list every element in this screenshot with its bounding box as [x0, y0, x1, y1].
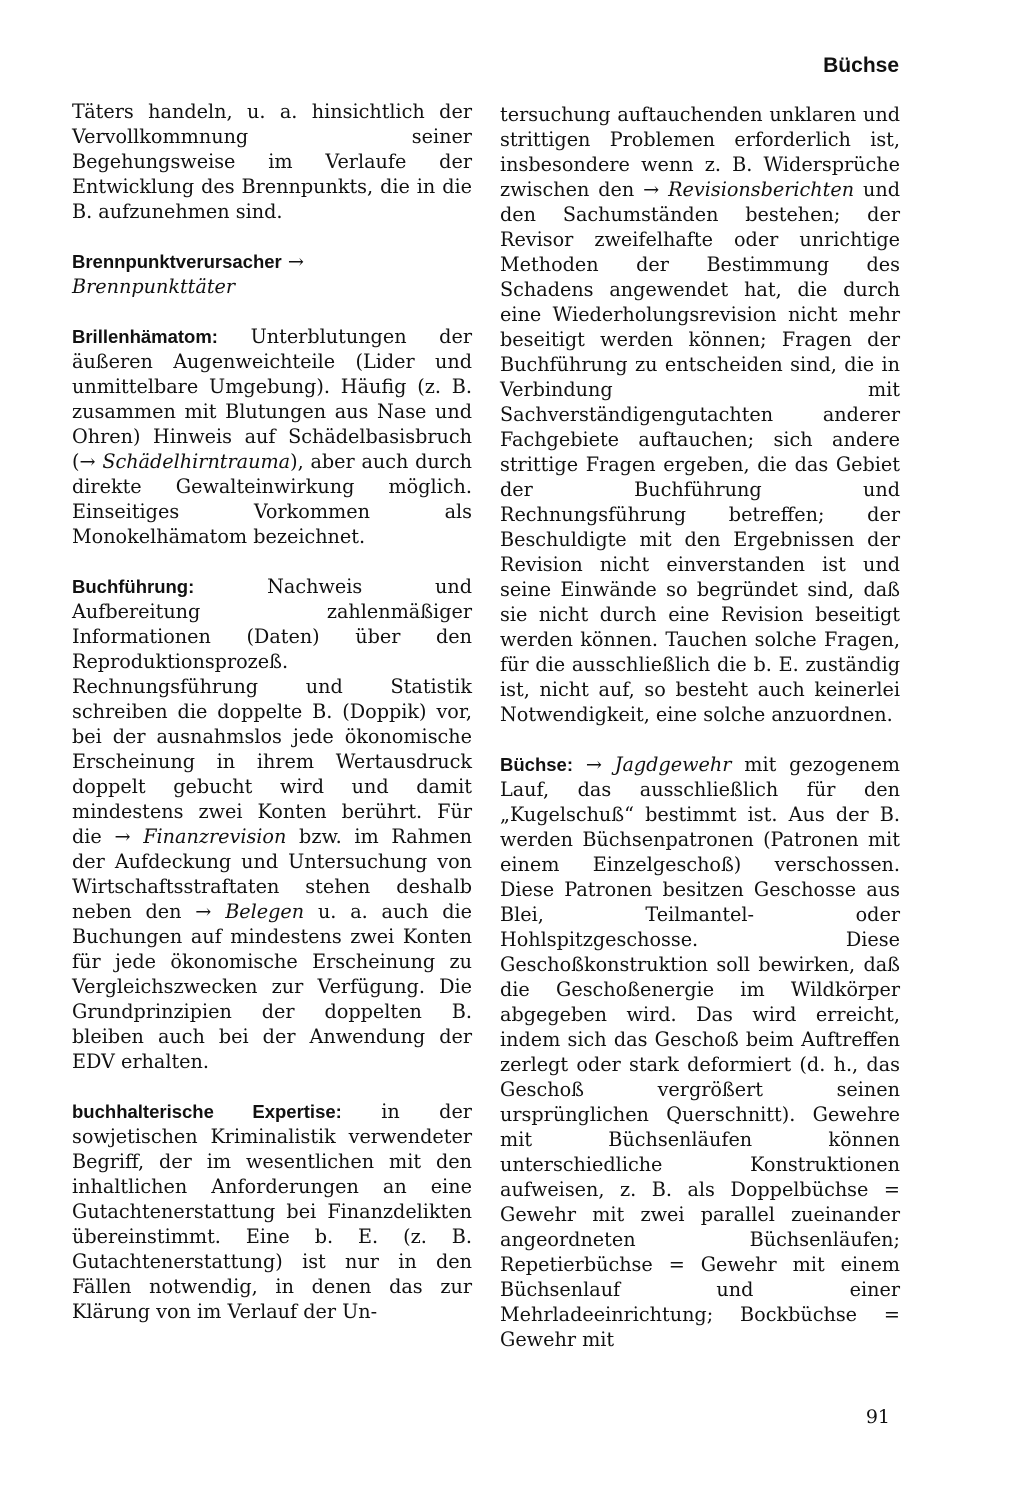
- entry-term: Büchse:: [500, 754, 573, 775]
- cross-reference: Revisionsberichten: [668, 178, 855, 201]
- entry-term: buchhalterische Expertise:: [72, 1101, 342, 1122]
- entry-term: Brennpunktverursacher: [72, 251, 282, 272]
- entry-term: Buchführung:: [72, 576, 195, 597]
- running-head: Büchse: [823, 54, 899, 77]
- entry-brennpunktverursacher: Brennpunktverursacher → Brennpunkttäter: [72, 250, 304, 298]
- entry-brillenhaematom: Brillenhämatom: Unterblutungen der äußeren Augenweichteile (Lider und unmittelbare Umgebung). Häufig (z. B. zusammen mit Blutungen aus Nase und Ohren) Hinweis auf Schädelbasisbruch (→ Schädelhirntrauma), aber auch durch direkte Gewalteinwirkung möglich. Einseitiges Vorkommen als Monokelhämatom bezeichnet.: [72, 325, 472, 548]
- paragraph-continuation: tersuchung auftauchenden unklaren und strittigen Problemen erforderlich ist, insbesondere wenn z. B. Widersprüche zwischen den → Revisionsberichten und den Sachumständen bestehen; der Revisor zweifelhafte oder unrichtige Methoden der Bestimmung des Schadens angewendet hat, die durch eine Wiederholungsrevision nicht mehr beseitigt werden können; Fragen der Buchführung zu entscheiden sind, die in Verbindung mit Sachverständigengutachten anderer Fachgebiete auftauchen; sich andere strittige Fragen ergeben, die das Gebiet der Buchführung und Rechnungsführung betreffen; der Beschuldigte mit den Ergebnissen der Revision nicht einverstanden ist und seine Einwände so begründet sind, daß sie nicht durch eine Revision beseitigt werden können. Tauchen solche Fragen, für die ausschließlich die b. E. zuständig ist, nicht auf, so besteht auch keinerlei Notwendigkeit, eine solche anzuordnen.: [500, 103, 900, 726]
- left-column: [72, 99, 472, 1349]
- entry-buchfuehrung: Buchführung: Nachweis und Aufbereitung zahlenmäßiger Informationen (Daten) über den Reproduktionsprozeß. Rechnungsführung und Statistik schreiben die doppelte B. (Doppik) vor, bei der ausnahmslos jede ökonomische Erscheinung in ihrem Wertausdruck doppelt gebucht wird und damit mindestens zwei Konten berührt. Für die → Finanzrevision bzw. im Rahmen der Aufdeckung und Untersuchung von Wirtschaftsstraftaten stehen deshalb neben den → Belegen u. a. auch die Buchungen auf mindestens zwei Konten für jede ökonomische Erscheinung zu Vergleichszwecken zur Verfügung. Die Grundprinzipien der doppelten B. bleiben auch bei der Anwendung der EDV erhalten.: [72, 575, 473, 1073]
- right-column: [500, 102, 900, 1377]
- cross-reference: Belegen: [225, 900, 305, 923]
- cross-reference: Jagdgewehr: [614, 753, 732, 776]
- entry-term: Brillenhämatom:: [72, 326, 218, 347]
- cross-reference: Finanzrevision: [143, 825, 287, 848]
- entry-buechse: Büchse: → Jagdgewehr mit gezogenem Lauf, das ausschließlich für den „Kugelschuß“ bestimmt ist. Aus der B. werden Büchsenpatronen (Patronen mit einem Einzelgeschoß) verschossen. Diese Patronen besitzen Geschosse aus Blei, Teilmantel- oder Hohlspitzgeschosse. Diese Geschoßkonstruktion soll bewirken, daß die Geschoßenergie im Wildkörper abgegeben wird. Das wird erreicht, indem sich das Geschoß beim Auftreffen zerlegt oder stark deformiert (d. h., das Geschoß vergrößert seinen ursprünglichen Querschnitt). Gewehre mit Büchsenläufen können unterschiedliche Konstruktionen aufweisen, z. B. als Doppelbüchse = Gewehr mit zwei parallel zueinander angeordneten Büchsenläufen; Repetierbüchse = Gewehr mit einem Büchsenlauf und einer Mehrladeeinrichtung; Bockbüchse = Gewehr mit: [500, 753, 900, 1351]
- cross-reference: Brennpunkttäter: [72, 275, 236, 298]
- cross-reference: Schädelhirntrauma: [102, 450, 291, 473]
- paragraph-continuation: Täters handeln, u. a. hinsichtlich der Vervollkommnung seiner Begehungsweise im Verlaufe der Entwicklung des Brennpunkts, die in die B. aufzunehmen sind.: [72, 100, 472, 223]
- page-number: 91: [865, 1406, 890, 1428]
- entry-buchhalterische-expertise: buchhalterische Expertise: in der sowjetischen Kriminalistik verwendeter Begriff, der im wesentlichen mit den inhaltlichen Anforderungen an eine Gutachtenerstattung bei Finanzdelikten übereinstimmt. Eine b. E. (z. B. Gutachtenerstattung) ist nur in den Fällen notwendig, in denen das zur Klärung von im Verlauf der Un-: [72, 1100, 472, 1323]
